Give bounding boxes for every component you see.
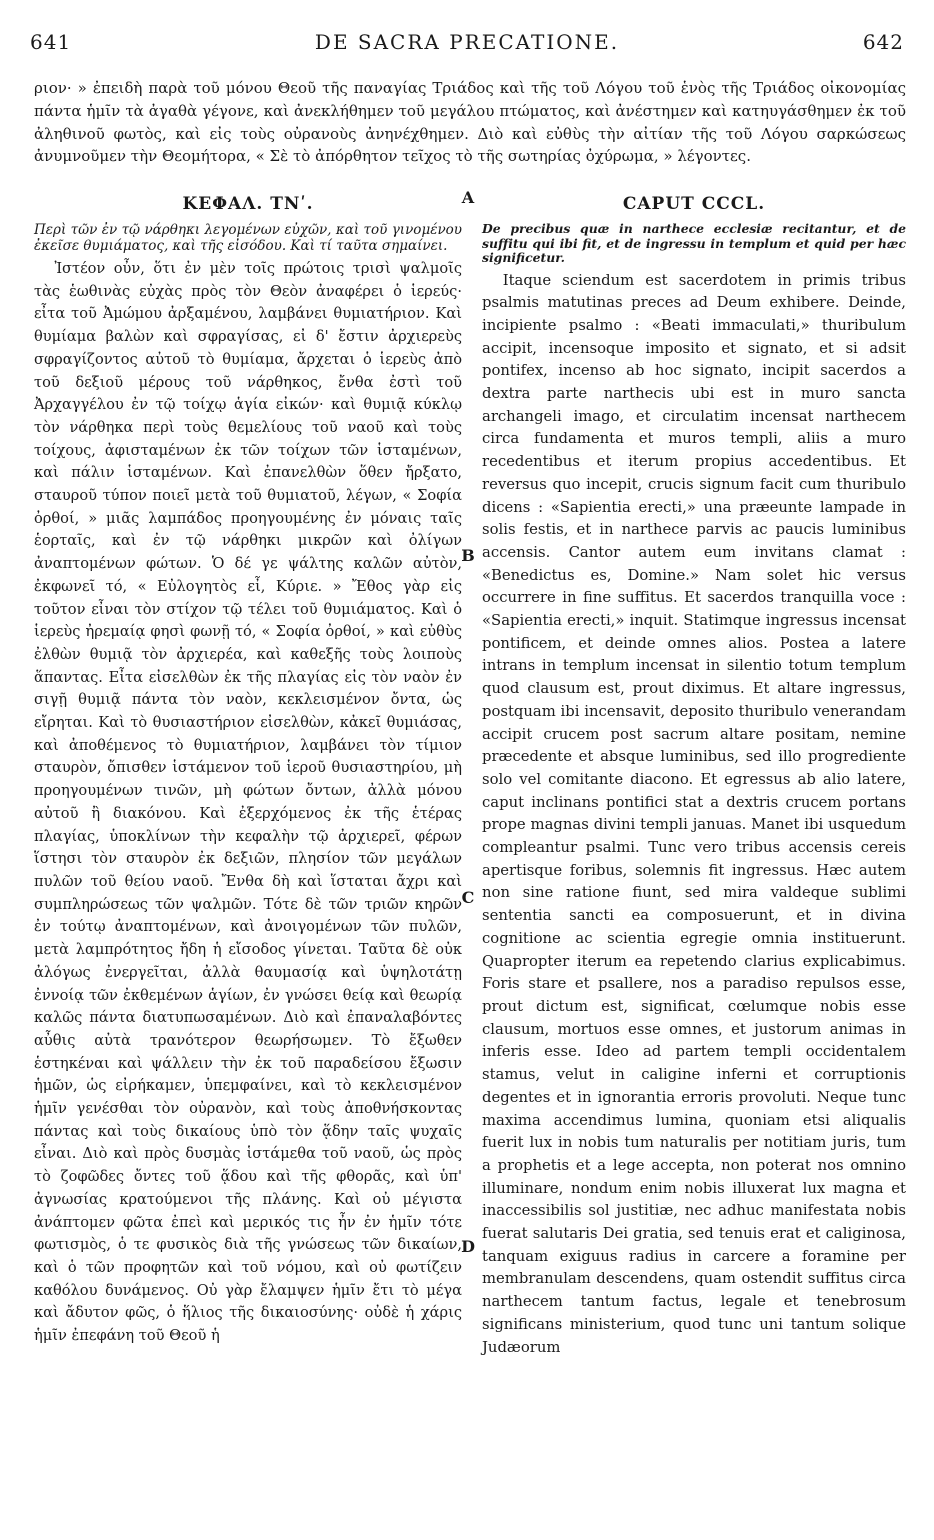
running-head bbox=[30, 30, 904, 56]
latin-chapter-heading: CAPUT CCCL. bbox=[622, 194, 766, 214]
greek-column bbox=[34, 192, 462, 1348]
margin-letter-d: D bbox=[461, 1237, 475, 1256]
running-title: DE SACRA PRECATIONE. bbox=[314, 30, 620, 54]
greek-chapter-title: Περὶ τῶν ἐν τῷ νάρθηκι λεγομένων εὐχῶν, καὶ τοῦ γινομένου ἐκεῖσε θυμιάματος, καὶ τῆς εἰσόδου. Καὶ τί ταῦτα σημαίνει. bbox=[34, 222, 462, 254]
right-page-number: 642 bbox=[862, 30, 904, 54]
margin-letter-b: B bbox=[461, 546, 475, 565]
greek-chapter-heading: ΚΕΦΑΛ. ΤΝʹ. bbox=[182, 194, 314, 214]
latin-body-text: Itaque sciendum est sacerdotem in primis tribus psalmis matutinas preces ad Deum exhibere. Deinde, incipiente psalmo : «Beati immaculati,» thuribulum accipit, incensoque imposito et signato, et si adsit pontifex, incenso ab hoc signato, incipit sacerdos a dextra parte narthecis ubi est in muro sancta archangeli imago, et circulatim incensat narthecem circa fundamenta et muros templi, aliis a muro recedentibus et iterum propius accedentibus. Et reversus quo incepit, crucis signum facit cum thuribulo dicens : «Sapientia erecti,» una præeunte lampade in solis festis, et in narthece parvis ac paucis luminibus accensis. Cantor autem eum invitans clamat : «Benedictus es, Domine.» Nam solet hic versus occurrere in fine suffitus. Et sacerdos tranquilla voce : «Sapientia erecti,» inquit. Statimque ingressus incensat pontificem, et deinde omnes alios. Postea a latere intrans in templum incensat in silentio totum templum quod clausum est, prout diximus. Et altare ingressus, postquam ibi incensavit, deposito thuribulo venerandam accipit crucem post sacrum altare positam, nemine præcedente et absque luminibus, sed illo progrediente solo vel comitante diacono. Et egressus ab alio latere, caput inclinans pontifici stat a dextris crucem portans prope magnas divini templi januas. Manet ibi usquedum compleantur psalmi. Tunc vero tribus accensis cereis apertisque foribus, solemnis fit ingressus. Hæc autem non sine ratione fiunt, sed mira valdeque sublimi sententia sancti ea composuerunt, et in divina cognitione ac scientia egregie omnia instituerunt. Quapropter iterum ea repetendo clarius explicabimus. Foris stare et psallere, nos a paradiso repulsos esse, prout dictum est, significat, cœlumque nobis esse clausum, mortuos esse omnes, et justorum animas in inferis esse. Ideo ad partem templi occidentalem stamus, velut in caligine inferni et corruptionis degentes et in ignorantia erroris provoluti. Neque tunc maxima accendimus lumina, quoniam etsi aliqualis fuerit lux in nobis tum naturalis per notitiam juris, tum a prophetis et a lege accepta, non poterat nos omnino illuminare, nondum enim nobis illuxerat lux magna et inaccessibilis sol justitiæ, nec adhuc manifestata nobis fuerat salutaris Dei gratia, sed tenuis erat et caliginosa, tanquam exiguus radius in carcere a foramine per membranulam descendens, quam ostendit suffitus circa narthecem tantum factus, legale et tenebrosum significans ministerium, quod tunc uni tantum solique Judæorum bbox=[482, 271, 906, 1356]
latin-chapter-title: De precibus quæ in narthece ecclesiæ recitantur, et de suffitu qui ibi fit, et de ingressu in templum et quid per hæc significetur. bbox=[482, 221, 906, 265]
latin-column bbox=[482, 192, 906, 1359]
margin-letter-a: A bbox=[461, 188, 475, 207]
margin-letter-c: C bbox=[461, 888, 475, 907]
intro-paragraph: ριον· » ἐπειδὴ παρὰ τοῦ μόνου Θεοῦ τῆς παναγίας Τριάδος καὶ τῆς τοῦ Λόγου τοῦ ἑνὸς τῆς Τριάδος οἰκονομίας πάντα ἡμῖν τὰ ἀγαθὰ γέγονε, καὶ ἀνεκλήθημεν τοῦ μεγάλου πτώματος, καὶ ἀνέστημεν καὶ κατηυγάσθημεν ἐκ τοῦ ἀληθινοῦ φωτὸς, καὶ εἰς τοὺς οὐρανοὺς ἀνηνέχθημεν. Διὸ καὶ εὐθὺς τὴν αἰτίαν τῆς τοῦ Λόγου σαρκώσεως ἀνυμνοῦμεν τὴν Θεομήτορα, « Σὲ τὸ ἀπόρθητον τεῖχος τὸ τῆς σωτηρίας ὀχύρωμα, » λέγοντες. bbox=[34, 79, 906, 166]
left-page-number: 641 bbox=[30, 30, 72, 54]
greek-body-text: Ἰστέον οὖν, ὅτι ἐν μὲν τοῖς πρώτοις τρισὶ ψαλμοῖς τὰς ἑωθινὰς εὐχὰς πρὸς τὸν Θεὸν ἀναφέρει ὁ ἱερεύς· εἶτα τοῦ Ἀμώμου ἀρξαμένου, λαμβάνει θυμιατήριον. Καὶ θυμίαμα βαλὼν καὶ σφραγίσας, εἰ δ' ἔστιν ἀρχιερεὺς σφραγίζοντος αὐτοῦ τὸ θυμίαμα, ἄρχεται ὁ ἱερεὺς ἀπὸ τοῦ δεξιοῦ μέρους τοῦ νάρθηκος, ἔνθα ἐστὶ τοῦ Ἀρχαγγέλου ἐν τῷ τοίχῳ ἁγία εἰκών· καὶ θυμιᾷ κύκλῳ τὸν νάρθηκα περὶ τοὺς θεμελίους τοῦ ναοῦ καὶ τοὺς τοίχους, ἀφισταμένων ἐκ τῶν τοίχων τῶν ἱσταμένων, καὶ πάλιν ἱσταμένων. Καὶ ἐπανελθὼν ὅθεν ἤρξατο, σταυροῦ τύπον ποιεῖ μετὰ τοῦ θυμιατοῦ, λέγων, « Σοφία ὀρθοί, » μιᾶς λαμπάδος προηγουμένης ἐν μόναις ταῖς ἑορταῖς, καὶ ἐν τῷ νάρθηκι μικρῶν καὶ ὀλίγων ἀναπτομένων φώτων. Ὁ δέ γε ψάλτης καλῶν αὐτὸν, ἐκφωνεῖ τό, « Εὐλογητὸς εἶ, Κύριε. » Ἔθος γὰρ εἰς τοῦτον εἶναι τὸν στίχον τῷ τέλει τοῦ θυμιάματος. Καὶ ὁ ἱερεὺς ἠρεμαίᾳ φησὶ φωνῇ τό, « Σοφία ὀρθοί, » καὶ εὐθὺς ἐλθὼν θυμιᾷ τὸν ἀρχιερέα, καὶ καθεξῆς τοὺς λοιποὺς ἅπαντας. Εἶτα εἰσελθὼν ἐκ τῆς πλαγίας εἰς τὸν ναὸν ἐν σιγῇ θυμιᾷ πάντα τὸν ναὸν, κεκλεισμένον ὄντα, ὡς εἴρηται. Καὶ τὸ θυσιαστήριον εἰσελθὼν, κἀκεῖ θυμιάσας, καὶ ἀποθέμενος τὸ θυμιατήριον, λαμβάνει τὸν τίμιον σταυρὸν, ὄπισθεν ἱστάμενον τοῦ ἱεροῦ θυσιαστηρίου, μὴ προηγουμένων τινῶν, μὴ φώτων ὄντων, ἀλλὰ μόνου αὐτοῦ ἢ διακόνου. Καὶ ἐξερχόμενος ἐκ τῆς ἑτέρας πλαγίας, ὑποκλίνων τὴν κεφαλὴν τῷ ἀρχιερεῖ, φέρων ἵστησι τὸν σταυρὸν ἐκ δεξιῶν, πλησίον τῶν μεγάλων πυλῶν τοῦ θείου ναοῦ. Ἔνθα δὴ καὶ ἵσταται ἄχρι καὶ συμπληρώσεως τῶν ψαλμῶν. Τότε δὲ τῶν τριῶν κηρῶν ἐν τούτῳ ἀναπτομένων, καὶ ἀνοιγομένων τῶν πυλῶν, μετὰ λαμπρότητος ἤδη ἡ εἴσοδος γίνεται. Ταῦτα δὲ οὐκ ἀλόγως ἐνεργεῖται, ἀλλὰ θαυμασίᾳ καὶ ὑψηλοτάτῃ ἐννοίᾳ τῶν ἐκθεμένων ἁγίων, ἐν γνώσει θείᾳ καὶ θεωρίᾳ καλῶς πάντα διατυπωσαμένων. Διὸ καὶ ἐπαναλαβόντες αὖθις αὐτὰ τρανότερον θεωρήσωμεν. Τὸ ἔξωθεν ἑστηκέναι καὶ ψάλλειν τὴν ἐκ τοῦ παραδείσου ἔξωσιν ἡμῶν, ὡς εἰρήκαμεν, ὑπεμφαίνει, καὶ τὸ κεκλεισμένον ἡμῖν γενέσθαι τὸν οὐρανὸν, καὶ τοὺς ἀποθνήσκοντας πάντας καὶ τοὺς δικαίους ὑπὸ τὸν ᾅδην ταῖς ψυχαῖς εἶναι. Διὸ καὶ πρὸς δυσμὰς ἱστάμεθα τοῦ ναοῦ, ὡς πρὸς τὸ ζοφῶδες ὄντες τοῦ ᾅδου καὶ τῆς φθορᾶς, καὶ ὑπ' ἀγνωσίας κρατούμενοι τῆς πλάνης. Καὶ οὐ μέγιστα ἀνάπτομεν φῶτα ἐπεὶ καὶ μερικός τις ἦν ἐν ἡμῖν τότε φωτισμὸς, ὁ τε φυσικὸς διὰ τῆς γνώσεως τῶν δικαίων, καὶ ὁ τῶν προφητῶν καὶ τοῦ νόμου, καὶ οὐ φωτίζειν καθόλου δυνάμενος. Οὐ γὰρ ἔλαμψεν ἡμῖν ἔτι τὸ μέγα καὶ ἄδυτον φῶς, ὁ ἥλιος τῆς δικαιοσύνης· οὐδὲ ἡ χάρις ἡμῖν ἐπεφάνη τοῦ Θεοῦ ἡ bbox=[34, 260, 462, 1345]
